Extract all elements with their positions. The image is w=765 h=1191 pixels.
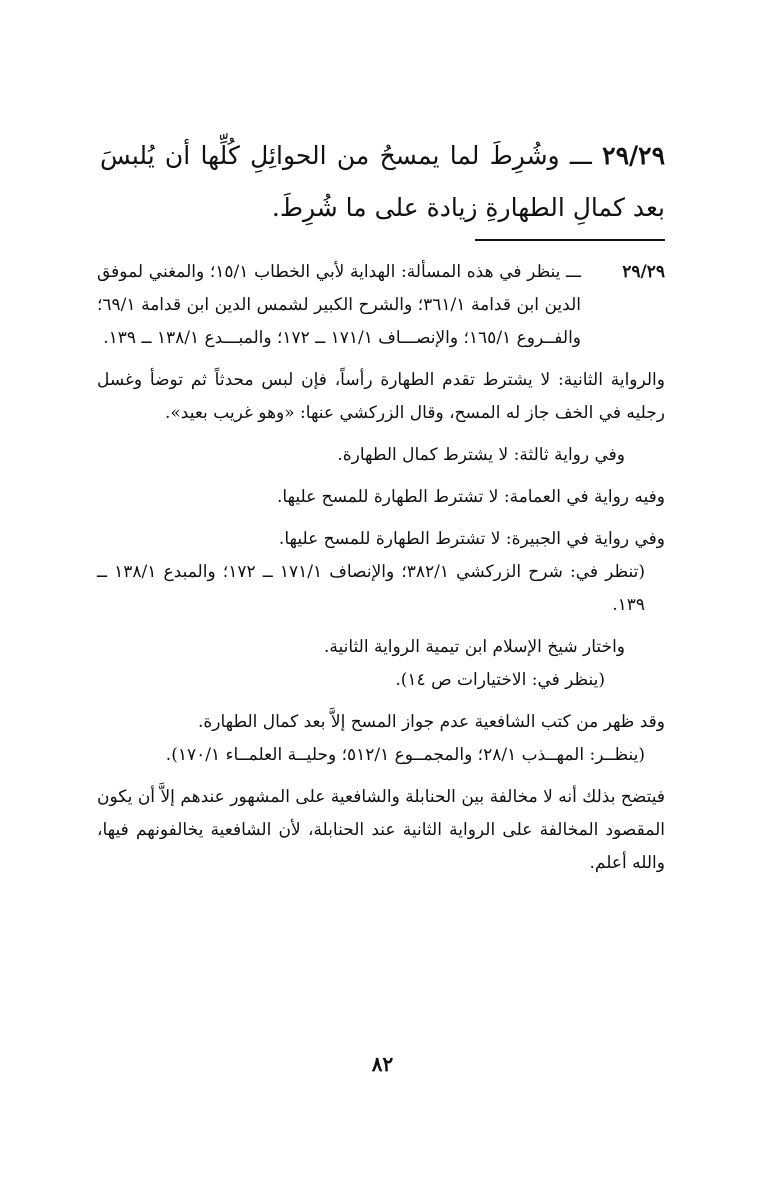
page-number: ٨٢ xyxy=(371,1052,394,1076)
footnote-paragraph-turban: وفيه رواية في العمامة: لا تشترط الطهارة للمسح عليها. xyxy=(276,487,665,507)
footnote-paragraph-refs-1: (تنظر في: شرح الزركشي ٣٨٢/١؛ والإنصاف ١٧١/١ ــ ١٧٢؛ والمبدع ١٣٨/١ ــ ١٣٩. xyxy=(97,562,645,615)
footnote-first-paragraph xyxy=(97,256,665,355)
footnote-separator xyxy=(475,239,665,241)
footnote-first-text: ـــ ينظر في هذه المسألة: الهداية لأبي الخطاب ١٥/١؛ والمغني لموفق الدين ابن قدامة ٣٦١/١؛ والشرح الكبير لشمس الدين ابن قدامة ٦٩/١؛ والفــروع ١٦٥/١؛ والإنصـــاف ١٧١/١ ــ ١٧٢؛ والمبـــدع ١٣٨/١ ــ ١٣٩. xyxy=(97,262,581,348)
main-text-number: ٢٩/٢٩ xyxy=(602,141,666,170)
footnote-paragraph-splint: وفي رواية في الجبيرة: لا تشترط الطهارة للمسح عليها. xyxy=(278,529,665,549)
footnote-paragraph-ibn-taymiyya: واختار شيخ الإسلام ابن تيمية الرواية الثانية. xyxy=(323,637,625,657)
footnotes xyxy=(97,256,665,889)
footnote-paragraph-refs-2: (ينظر في: الاختيارات ص ١٤). xyxy=(395,670,605,690)
footnote-paragraph-conclusion: فيتضح بذلك أنه لا مخالفة بين الحنابلة والشافعية على المشهور عندهم إلاَّ أن يكون المقصود المخالفة على الرواية الثانية عند الحنابلة، لأن الشافعية يخالفونهم فيها، والله أعلم. xyxy=(97,787,665,873)
footnote-paragraph-refs-3: (ينظــر: المهــذب ٢٨/١؛ والمجمــوع ٥١٢/١؛ وحليــة العلمــاء ١٧٠/١). xyxy=(165,745,645,765)
footnote-paragraph-third-narration: وفي رواية ثالثة: لا يشترط كمال الطهارة. xyxy=(337,445,625,465)
main-text-body: ـــ وشُرِطَ لما يمسحُ من الحوائِلِ كُلِّها أن يُلبسَ بعد كمالِ الطهارةِ زيادة على ما شُرِطَ. xyxy=(100,141,665,222)
footnote-paragraph-second-narration: والرواية الثانية: لا يشترط تقدم الطهارة رأساً، فإن لبس محدثاً ثم توضأ وغسل رجليه في الخف جاز له المسح، وقال الزركشي عنها: «وهو غريب بعيد». xyxy=(97,370,665,423)
footnote-paragraph-shafii: وقد ظهر من كتب الشافعية عدم جواز المسح إلاَّ بعد كمال الطهارة. xyxy=(197,712,665,732)
main-text xyxy=(100,130,665,234)
footnote-number: ٢٩/٢٩ xyxy=(622,262,665,282)
